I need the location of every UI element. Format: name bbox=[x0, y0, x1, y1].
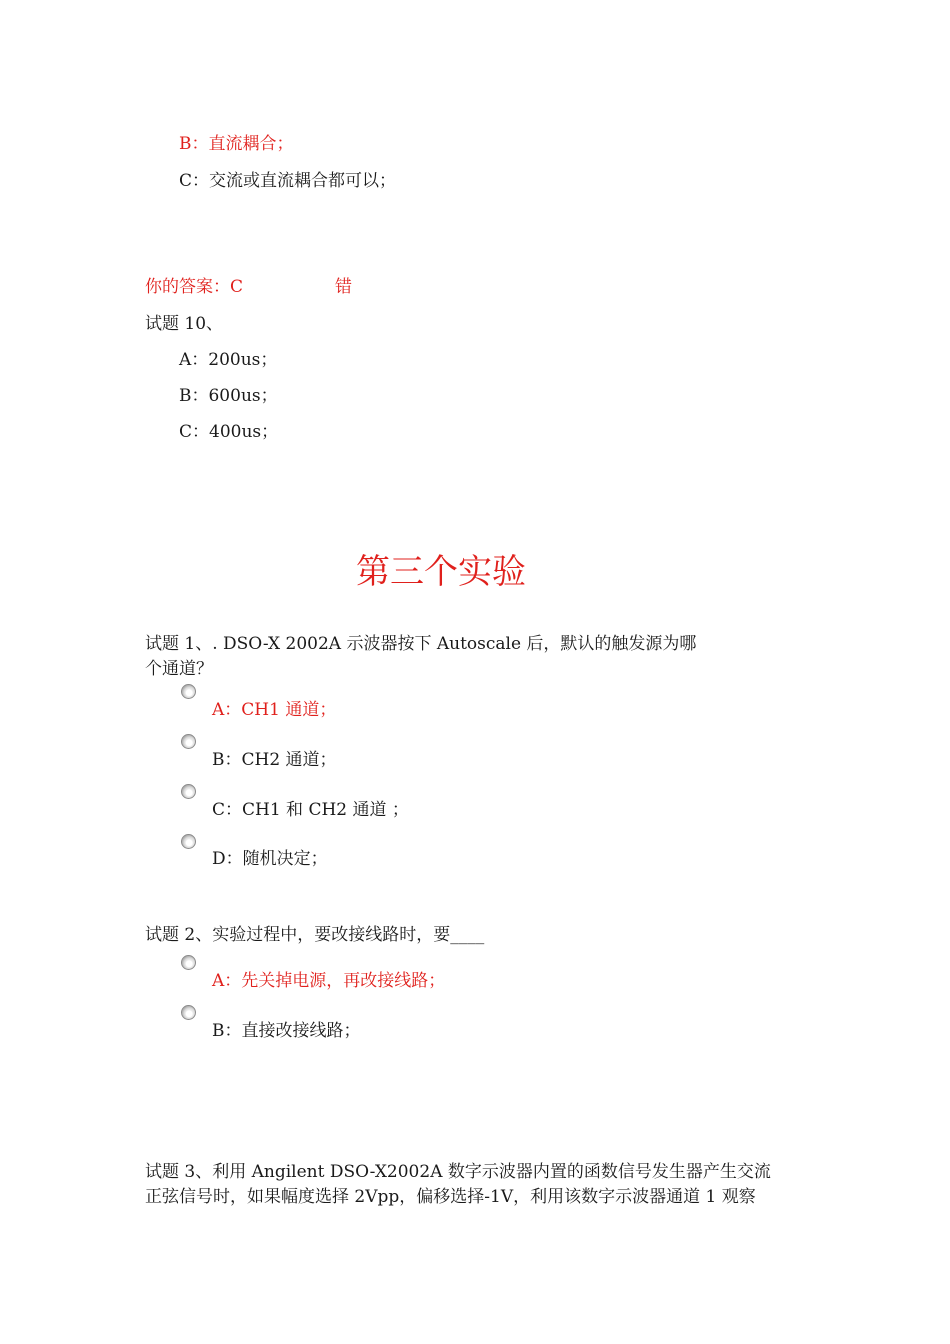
q2-radio-a[interactable] bbox=[181, 955, 196, 970]
q1-radio-d[interactable] bbox=[181, 834, 196, 849]
option-b-dc-coupling: B：直流耦合； bbox=[179, 134, 294, 154]
answer-result: 错 bbox=[335, 277, 353, 297]
question-3-line-1: 试题 3、利用 Angilent DSO-X2002A 数字示波器内置的函数信号发生器产生交流 bbox=[145, 1162, 771, 1182]
option-c-ac-or-dc: C：交流或直流耦合都可以； bbox=[179, 171, 397, 191]
q1-option-c: C：CH1 和 CH2 通道 ； bbox=[212, 800, 409, 820]
q10-option-a: A：200us； bbox=[179, 350, 278, 370]
question-10-title: 试题 10、 bbox=[145, 314, 224, 334]
question-3-line-2: 正弦信号时，如果幅度选择 2Vpp，偏移选择-1V，利用该数字示波器通道 1 观察 bbox=[145, 1187, 756, 1207]
question-1-line-2: 个通道？ bbox=[145, 659, 213, 679]
q1-option-d: D：随机决定； bbox=[212, 849, 328, 869]
q2-option-b: B：直接改接线路； bbox=[212, 1021, 361, 1041]
q1-option-a: A：CH1 通道； bbox=[212, 700, 337, 720]
q1-radio-a[interactable] bbox=[181, 684, 196, 699]
question-1-line-1: 试题 1、. DSO-X 2002A 示波器按下 Autoscale 后，默认的触发源为哪 bbox=[145, 634, 697, 654]
your-answer bbox=[145, 275, 352, 299]
q1-radio-c[interactable] bbox=[181, 784, 196, 799]
q10-option-c: C：400us； bbox=[179, 422, 279, 442]
q1-radio-b[interactable] bbox=[181, 734, 196, 749]
section-title: 第三个实验 bbox=[356, 552, 526, 592]
answer-label: 你的答案：C bbox=[145, 277, 244, 297]
q2-option-a: A：先关掉电源，再改接线路； bbox=[212, 971, 446, 991]
q1-option-b: B：CH2 通道； bbox=[212, 750, 337, 770]
q2-radio-b[interactable] bbox=[181, 1005, 196, 1020]
q10-option-b: B：600us； bbox=[179, 386, 278, 406]
question-2-title: 试题 2、实验过程中，要改接线路时，要____ bbox=[145, 925, 485, 945]
